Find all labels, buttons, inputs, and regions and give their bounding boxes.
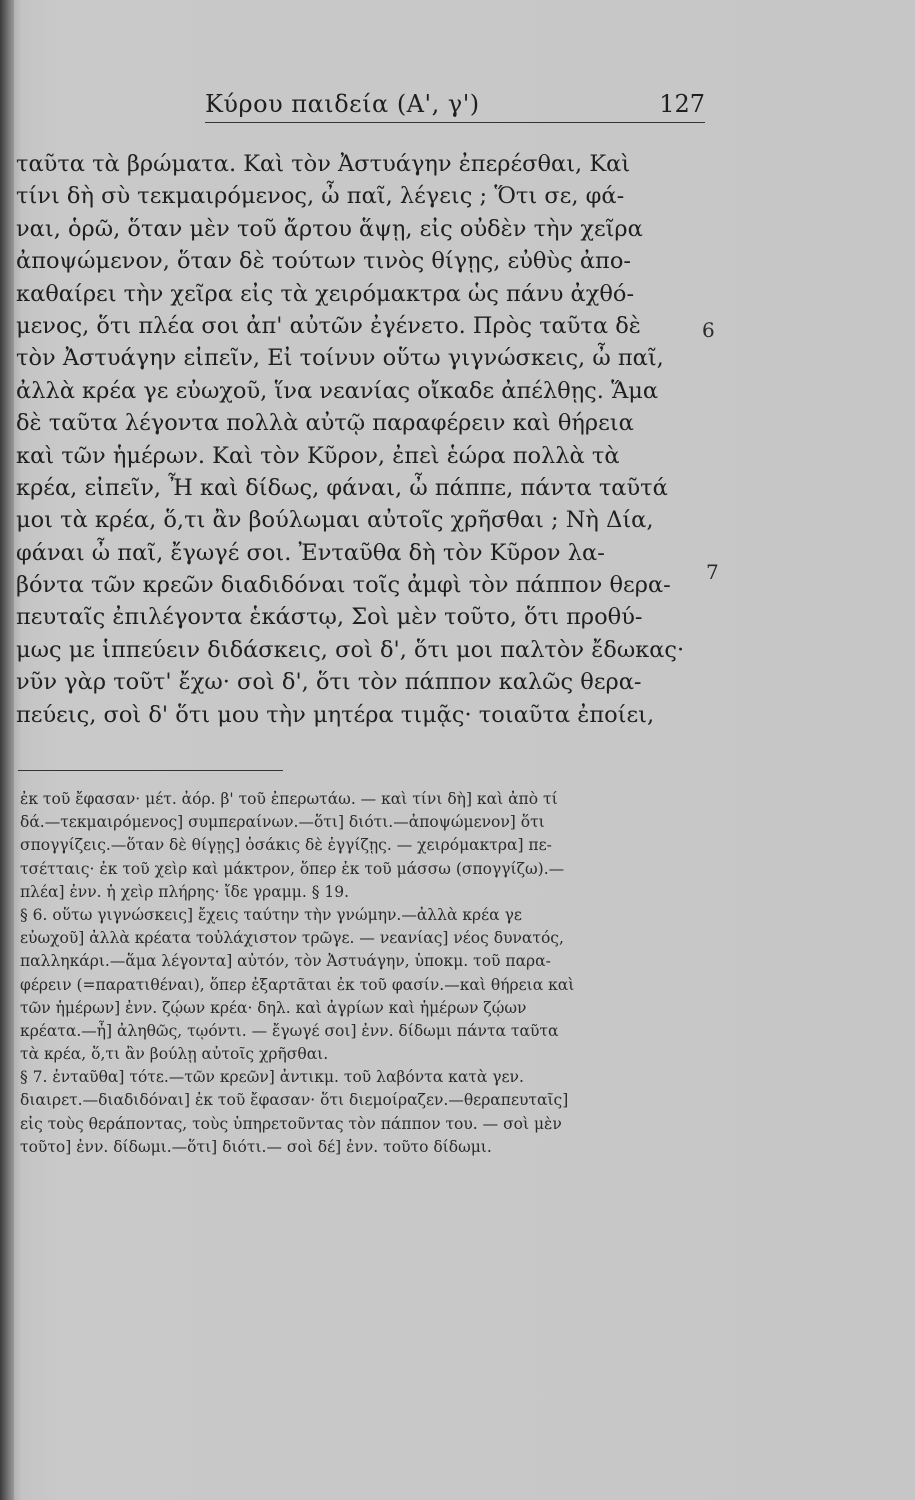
footnote-rule — [18, 770, 283, 771]
footnote-line: διαιρετ.—διαδιδόναι] ἐκ τοῦ ἔφασαν· ὅτι διεμοίραζεν.—θεραπευταῖς] — [20, 1091, 569, 1110]
text-line: ταῦτα τὰ βρώματα. Καὶ τὸν Ἀστυάγην ἐπερέσθαι, Καὶ — [16, 151, 631, 177]
footnote-line: τὰ κρέα, ὅ,τι ἂν βούλῃ αὐτοῖς χρῆσθαι. — [20, 1045, 329, 1064]
footnote-line: σπογγίζεις.—ὅταν δὲ θίγῃς] ὁσάκις δὲ ἐγγίζῃς. — χειρόμακτρα] πε- — [20, 836, 552, 855]
running-header — [205, 86, 705, 126]
footnote-line: τσέτταις· ἐκ τοῦ χεὶρ καὶ μάκτρον, ὅπερ ἐκ τοῦ μάσσω (σπογγίζω).— — [20, 859, 565, 878]
footnote-line: εὐωχοῦ] ἀλλὰ κρέατα τοὐλάχιστον τρῶγε. — νεανίας] νέος δυνατός, — [20, 929, 564, 948]
footnote-line: § 7. ἐνταῦθα] τότε.—τῶν κρεῶν] ἀντικμ. τοῦ λαβόντα κατὰ γεν. — [20, 1068, 524, 1087]
page-binding-edge — [0, 0, 14, 1500]
footnote-line: πλέα] ἐνν. ἡ χεὶρ πλήρης· ἴδε γραμμ. § 19. — [20, 882, 350, 901]
main-text — [16, 148, 708, 731]
text-line: τὸν Ἀστυάγην εἰπεῖν, Εἰ τοίνυν οὕτω γιγνώσκεις, ὦ παῖ, — [16, 345, 664, 372]
margin-section-number-7: 7 — [706, 560, 719, 584]
text-line: πεύεις, σοὶ δ' ὅτι μου τὴν μητέρα τιμᾷς· τοιαῦτα ἐποίει, — [16, 701, 655, 728]
text-line: φάναι ὦ παῖ, ἔγωγέ σοι. Ἐνταῦθα δὴ τὸν Κῦρον λα- — [16, 539, 605, 566]
text-line: καθαίρει τὴν χεῖρα εἰς τὰ χειρόμακτρα ὡς πάνυ ἀχθό- — [16, 280, 635, 307]
footnote-line: τῶν ἡμέρων] ἐνν. ζῴων κρέα· δηλ. καὶ ἀγρίων καὶ ἡμέρων ζῴων — [20, 998, 527, 1017]
text-line: τίνι δὴ σὺ τεκμαιρόμενος, ὦ παῖ, λέγεις ; Ὅτι σε, φά- — [16, 183, 625, 210]
text-line: πευταῖς ἐπιλέγοντα ἑκάστῳ, Σοὶ μὲν τοῦτο, ὅτι προθύ- — [16, 604, 643, 631]
footnote-line: κρέατα.—ἦ] ἀληθῶς, τῳόντι. — ἔγωγέ σοι] ἐνν. δίδωμι πάντα ταῦτα — [20, 1021, 559, 1040]
margin-section-number-6: 6 — [702, 318, 715, 342]
text-line: μως με ἱππεύειν διδάσκεις, σοὶ δ', ὅτι μοι παλτὸν ἔδωκας· — [16, 636, 685, 663]
text-line: ἀποψώμενον, ὅταν δὲ τούτων τινὸς θίγῃς, εὐθὺς ἀπο- — [16, 248, 631, 275]
header-title: Κύρου παιδεία (Α', γ') — [205, 90, 480, 118]
text-line: κρέα, εἰπεῖν, Ἦ καὶ δίδως, φάναι, ὦ πάππε, πάντα ταῦτά — [16, 474, 668, 501]
footnote-line: φέρειν (=παρατιθέναι), ὅπερ ἐξαρτᾶται ἐκ τοῦ φασίν.—καὶ θήρεια καὶ — [20, 975, 575, 994]
footnote-line: εἰς τοὺς θεράποντας, τοὺς ὑπηρετοῦντας τὸν πάππον του. — σοὶ μὲν — [20, 1114, 562, 1133]
text-line: νῦν γὰρ τοῦτ' ἔχω· σοὶ δ', ὅτι τὸν πάππον καλῶς θερα- — [16, 669, 642, 696]
footnote-line: δά.—τεκμαιρόμενος] συμπεραίνων.—ὅτι] διότι.—ἀποψώμενον] ὅτι — [20, 813, 545, 832]
text-line: μοι τὰ κρέα, ὅ,τι ἂν βούλωμαι αὐτοῖς χρῆσθαι ; Νὴ Δία, — [16, 507, 654, 534]
text-line: βόντα τῶν κρεῶν διαδιδόναι τοῖς ἀμφὶ τὸν πάππον θερα- — [16, 572, 671, 599]
footnote-line: § 6. οὕτω γιγνώσκεις] ἔχεις ταύτην τὴν γνώμην.—ἀλλὰ κρέα γε — [20, 905, 522, 924]
text-line: ναι, ὁρῶ, ὅταν μὲν τοῦ ἄρτου ἅψῃ, εἰς οὐδὲν τὴν χεῖρα — [16, 215, 643, 242]
text-line: δὲ ταῦτα λέγοντα πολλὰ αὐτῷ παραφέρειν καὶ θήρεια — [16, 410, 634, 437]
text-line: μενος, ὅτι πλέα σοι ἀπ' αὐτῶν ἐγένετο. Πρὸς ταῦτα δὲ — [16, 312, 641, 339]
header-rule — [205, 122, 705, 123]
text-line: καὶ τῶν ἡμέρων. Καὶ τὸν Κῦρον, ἐπεὶ ἑώρα πολλὰ τὰ — [16, 442, 620, 469]
footnote-line: τοῦτο] ἐνν. δίδωμι.—ὅτι] διότι.— σοὶ δέ] ἐνν. τοῦτο δίδωμι. — [20, 1137, 492, 1156]
text-line: ἀλλὰ κρέα γε εὐωχοῦ, ἵνα νεανίας οἴκαδε ἀπέλθῃς. Ἅμα — [16, 377, 659, 404]
footnote-line: ἐκ τοῦ ἔφασαν· μέτ. ἀόρ. β' τοῦ ἐπερωτάω. — καὶ τίνι δὴ] καὶ ἀπὸ τί — [20, 790, 558, 808]
page-number: 127 — [659, 90, 705, 118]
footnote-line: παλληκάρι.—ἅμα λέγοντα] αὐτόν, τὸν Ἀστυάγην, ὑποκμ. τοῦ παρα- — [20, 952, 551, 971]
footnotes — [20, 788, 710, 1159]
